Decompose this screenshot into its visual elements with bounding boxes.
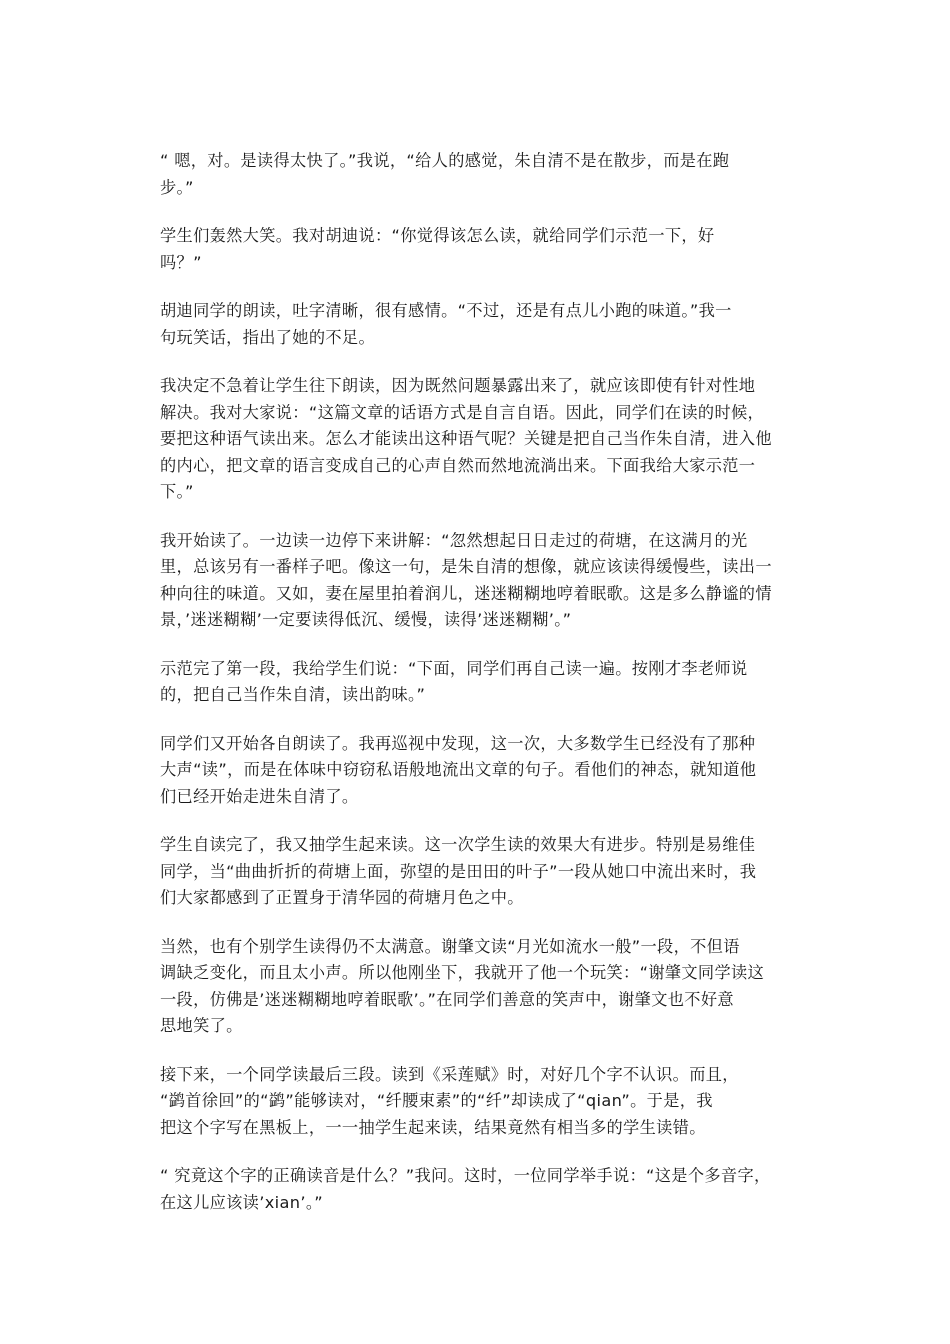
paragraph-line: 学生自读完了，我又抽学生起来读。这一次学生读的效果大有进步。特别是易维佳 [160, 835, 756, 854]
paragraph-line: “鹢首徐回”的“鹢”能够读对，“纤腰束素”的“纤”却读成了“qian”。于是，我 [160, 1091, 713, 1110]
paragraph-10 [160, 1062, 792, 1142]
paragraph-9 [160, 934, 792, 1040]
paragraph-2 [160, 223, 792, 276]
paragraph-line: 示范完了第一段，我给学生们说：“下面，同学们再自己读一遍。按刚才李老师说 [160, 658, 748, 678]
paragraph-8 [160, 832, 792, 912]
paragraph-line: 们已经开始走进朱自清了。 [160, 786, 359, 806]
paragraph-line: 大声“读”，而是在体味中窃窃私语般地流出文章的句子。看他们的神态，就知道他 [160, 760, 757, 779]
paragraph-line: 接下来，一个同学读最后三段。读到《采莲赋》时，对好几个字不认识。而且， [160, 1064, 739, 1084]
paragraph-1 [160, 148, 792, 201]
paragraph-4 [160, 373, 792, 506]
paragraph-line: 我决定不急着让学生往下朗读，因为既然问题暴露出来了，就应该即使有针对性地 [160, 376, 756, 395]
paragraph-line: 下。” [160, 482, 194, 501]
paragraph-line: “ 嗯，对。是读得太快了。”我说，“给人的感觉，朱自清不是在散步，而是在跑 [160, 151, 730, 170]
paragraph-line: 句玩笑话，指出了她的不足。 [160, 327, 375, 347]
paragraph-line: 的，把自己当作朱自清，读出韵味。” [160, 685, 426, 704]
paragraph-line: 胡迪同学的朗读，吐字清晰，很有感情。“不过，还是有点儿小跑的味道。”我一 [160, 301, 732, 320]
paragraph-line: “ 究竟这个字的正确读音是什么？”我问。这时，一位同学举手说：“这是个多音字， [160, 1166, 771, 1185]
paragraph-line: 吗？” [160, 252, 202, 272]
paragraph-3 [160, 298, 792, 351]
paragraph-line: 解决。我对大家说：“这篇文章的话语方式是自言自语。因此，同学们在读的时候， [160, 402, 765, 422]
paragraph-line: 要把这种语气读出来。怎么才能读出这种语气呢？关键是把自己当作朱自清，进入他 [160, 429, 772, 448]
paragraph-line: 调缺乏变化，而且太小声。所以他刚坐下，我就开了他一个玩笑：“谢肇文同学读这 [160, 963, 765, 982]
paragraph-5 [160, 528, 792, 634]
document-page [160, 148, 792, 1238]
paragraph-line: 把这个字写在黑板上，一一抽学生起来读，结果竟然有相当多的学生读错。 [160, 1117, 706, 1137]
paragraph-line: 在这儿应该读’xian’。” [160, 1192, 324, 1212]
paragraph-line: 们大家都感到了正置身于清华园的荷塘月色之中。 [160, 888, 524, 907]
paragraph-line: 当然，也有个别学生读得仍不太满意。谢肇文读“月光如流水一般”一段，不但语 [160, 936, 740, 956]
paragraph-line: 一段，仿佛是’迷迷糊糊地哼着眠歌’。”在同学们善意的笑声中，谢肇文也不好意 [160, 989, 734, 1009]
paragraph-line: 里，总该另有一番样子吧。像这一句，是朱自清的想像，就应该读得缓慢些，读出一 [160, 557, 772, 576]
paragraph-line: 景，’迷迷糊糊’一定要读得低沉、缓慢，读得’迷迷糊糊’。” [160, 610, 572, 629]
paragraph-line: 步。” [160, 177, 194, 197]
paragraph-line: 思地笑了。 [160, 1016, 243, 1035]
paragraph-line: 种向往的味道。又如，妻在屋里拍着润儿，迷迷糊糊地哼着眠歌。这是多么静谧的情 [160, 583, 772, 603]
paragraph-11 [160, 1163, 792, 1216]
paragraph-7 [160, 731, 792, 811]
paragraph-line: 同学们又开始各自朗读了。我再巡视中发现，这一次，大多数学生已经没有了那种 [160, 733, 756, 753]
paragraph-6 [160, 656, 792, 709]
paragraph-line: 学生们轰然大笑。我对胡迪说：“你觉得该怎么读，就给同学们示范一下，好 [160, 226, 715, 245]
paragraph-line: 的内心，把文章的语言变成自己的心声自然而然地流淌出来。下面我给大家示范一 [160, 455, 756, 475]
paragraph-line: 同学，当“曲曲折折的荷塘上面，弥望的是田田的叶子”一段从她口中流出来时，我 [160, 861, 757, 881]
paragraph-line: 我开始读了。一边读一边停下来讲解：“忽然想起日日走过的荷塘，在这满月的光 [160, 530, 748, 550]
